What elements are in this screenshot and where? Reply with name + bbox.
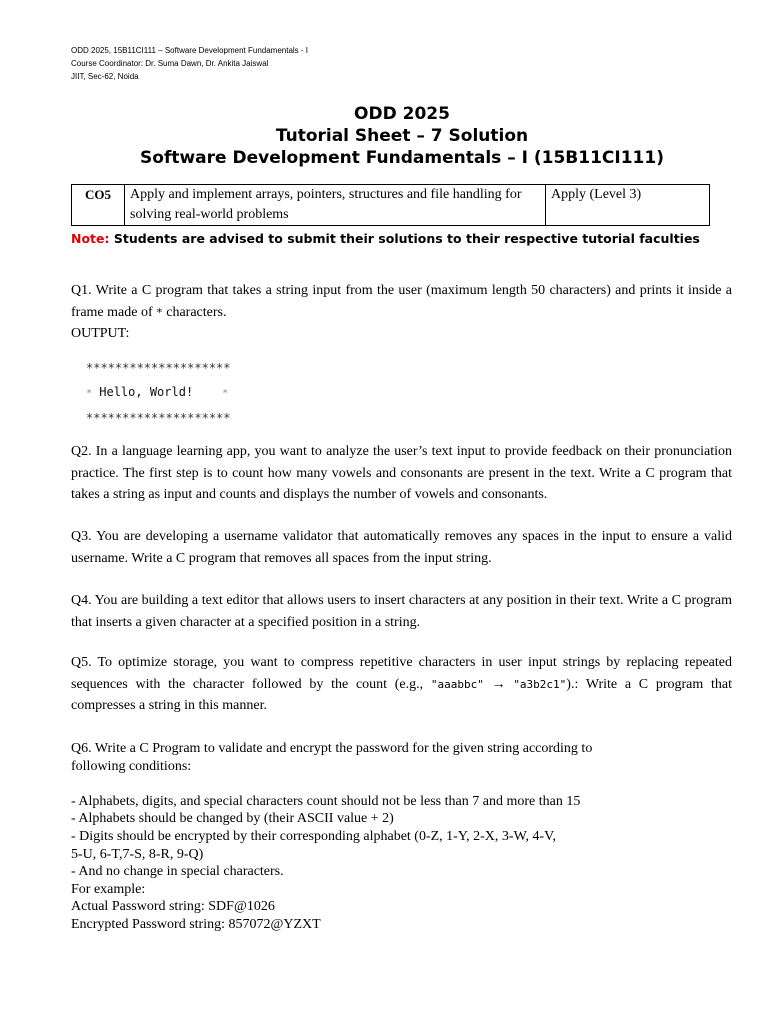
q5-text-a: Q5. To optimize storage, you want to compress repetitive characters in user input strings by replacing repeated sequences with the character followed by the count (e.g., [71,655,732,692]
q5-example-input: "aaabbc" [430,677,484,691]
q1-output-label: OUTPUT: [71,326,130,341]
q6-condition-1: - Alphabets, digits, and special characters count should not be less than 7 and more than 15 [71,793,581,809]
title-sheet: Tutorial Sheet – 7 Solution [275,126,529,146]
q6-condition-2: - Alphabets should be changed by (their ASCII value + 2) [71,811,394,827]
q6-actual-password: Actual Password string: SDF@1026 [71,899,275,915]
q6-condition-3b: 5-U, 6-T,7-S, 8-R, 9-Q) [71,846,204,862]
frame-left-star: * [86,388,93,399]
frame-middle-line [86,380,231,406]
q1-text-b: characters. [162,304,227,320]
q6-condition-3a: - Digits should be encrypted by their corresponding alphabet (0-Z, 1-Y, 2-X, 3-W, 4-V, [71,828,556,844]
frame-right-star: * [222,388,229,399]
q6-encrypted-password: Encrypted Password string: 857072@YZXT [71,916,321,932]
q6-condition-4: - And no change in special characters. [71,864,284,880]
question-4: Q4. You are building a text editor that allows users to insert characters at any position in their text. Write a C program that inserts a given character at a specified position in a string. [71,593,732,630]
title-semester: ODD 2025 [354,104,450,124]
page-header [71,44,308,83]
co-id-cell: CO5 [72,185,125,226]
q5-text-b: ).: Write a C program that compresses a string in this manner. [71,676,732,713]
q6-spacer [71,775,732,793]
q6-line-2: following conditions: [71,758,192,774]
header-course-line: ODD 2025, 15B11CI111 – Software Development Fundamentals - I [71,46,309,55]
question-5 [71,652,732,717]
header-coordinator-line: Course Coordinator: Dr. Suma Dawn, Dr. Ankita Jaiswal [71,59,269,68]
question-1 [71,280,732,345]
q5-arrow: → [483,676,514,692]
frame-bottom-line: ******************** [86,411,231,425]
question-6 [71,740,732,934]
q1-star-char: * [156,305,163,319]
co-description-cell: Apply and implement arrays, pointers, structures and file handling for solving real-world problems [125,185,546,226]
q1-text-a: Q1. Write a C program that takes a string input from the user (maximum length 50 characters) and prints it inside a frame made of [71,283,732,320]
q5-example-output: "a3b2c1" [513,677,567,691]
note-line [71,230,700,248]
title-block [0,103,768,169]
question-2: Q2. In a language learning app, you want to analyze the user’s text input to provide feedback on their pronunciation practice. The first step is to count how many vowels and consonants are present in the text. Write a C program that takes a string as input and counts and displays the number of vowels and consonants. [71,444,732,502]
note-text: Students are advised to submit their solutions to their respective tutorial faculties [113,231,700,246]
course-outcome-table [71,184,710,226]
note-label: Note: [71,231,110,246]
q1-output-frame [86,356,231,430]
question-3: Q3. You are developing a username validator that automatically removes any spaces in the input to ensure a valid username. Write a C program that removes all spaces from the input string. [71,529,732,566]
header-institute-line: JIIT, Sec-62, Noida [71,72,139,81]
course-outcome-row [72,185,710,226]
title-course: Software Development Fundamentals – I (15B11CI111) [140,148,664,168]
co-level-cell: Apply (Level 3) [546,185,710,226]
q6-example-label: For example: [71,881,146,897]
q6-line-1: Q6. Write a C Program to validate and encrypt the password for the given string according to [71,741,593,756]
frame-message: Hello, World! [92,385,223,399]
frame-top-line: ******************** [86,361,231,375]
